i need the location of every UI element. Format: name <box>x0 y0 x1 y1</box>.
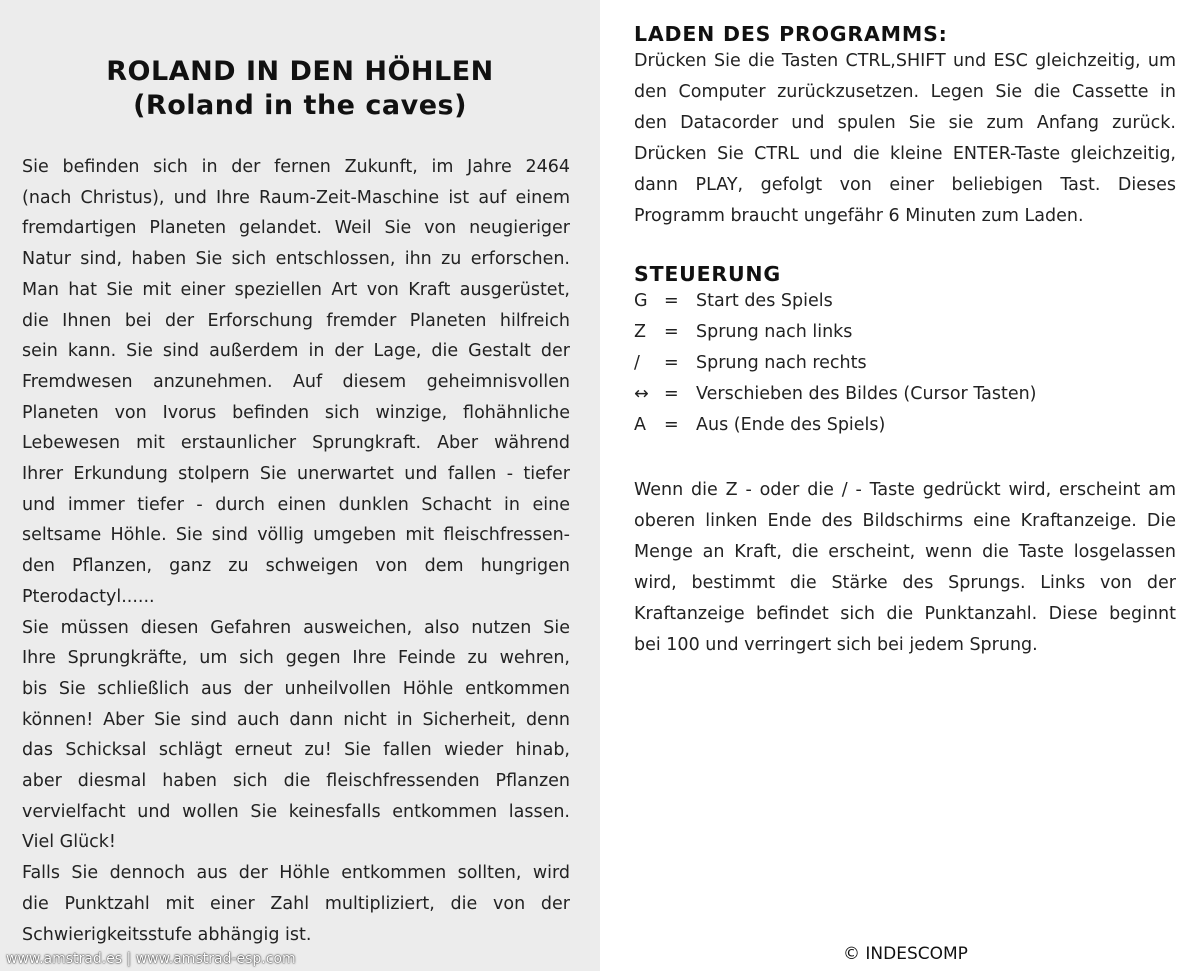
text-line: Programm braucht ungefähr 6 Minuten zum Laden. <box>634 206 1084 226</box>
control-item <box>634 286 1176 317</box>
control-item <box>634 348 1176 379</box>
power-meter-text <box>634 475 1176 661</box>
text-line: Drücken Sie die Tasten CTRL,SHIFT und ESC gleichzeitig, um <box>634 51 1176 71</box>
text-line: das Schicksal schlägt erneut zu! Sie fallen wieder hinab, <box>22 740 570 761</box>
text-line: Pterodactyl...... <box>22 586 155 607</box>
control-action: Start des Spiels <box>696 291 833 311</box>
text-line: fremdartigen Planeten gelandet. Weil Sie von neugieriger <box>22 218 570 239</box>
control-eq: = <box>664 384 679 404</box>
text-line: Schwierigkeitsstufe abhängig ist. <box>22 924 312 945</box>
controls-list <box>634 286 1176 441</box>
control-key: A <box>634 415 646 435</box>
text-line: Ihrer Erkundung stolpern Sie unerwartet und fallen - tiefer <box>22 464 570 485</box>
control-eq: = <box>664 291 679 311</box>
text-line: oberen linken Ende des Bildschirms eine Kraftanzeige. Die <box>634 511 1176 531</box>
text-line: Sie befinden sich in der fernen Zukunft, im Jahre 2464 <box>22 157 570 177</box>
text-line: den Datacorder und spulen Sie sie zum Anfang zurück. <box>634 113 1176 133</box>
page-title: ROLAND IN DEN HÖHLEN <box>106 56 494 87</box>
loading-heading: LADEN DES PROGRAMMS: <box>634 22 948 46</box>
footer-url: www.amstrad.es | www.amstrad-esp.com <box>6 951 296 967</box>
text-line: dann PLAY, gefolgt von einer beliebigen Tast. Dieses <box>634 175 1176 195</box>
control-action: Verschieben des Bildes (Cursor Tasten) <box>696 384 1037 404</box>
control-item <box>634 317 1176 348</box>
control-action: Sprung nach rechts <box>696 353 867 373</box>
text-line: Falls Sie dennoch aus der Höhle entkommen sollten, wird <box>22 863 570 884</box>
control-action: Aus (Ende des Spiels) <box>696 415 886 435</box>
text-line: Wenn die Z - oder die / - Taste gedrückt wird, erscheint am <box>634 480 1176 500</box>
text-line: den Pflanzen, ganz zu schweigen von dem hungrigen <box>22 556 570 577</box>
right-page <box>634 22 1176 661</box>
text-line: bis Sie schließlich aus der unheilvollen Höhle entkommen <box>22 678 570 699</box>
control-eq: = <box>664 322 679 342</box>
page-subtitle: (Roland in the caves) <box>133 90 467 121</box>
text-line: Menge an Kraft, die erscheint, wenn die Taste losgelassen <box>634 542 1176 562</box>
text-line: vervielfacht und wollen Sie keinesfalls entkommen lassen. <box>22 801 570 822</box>
loading-instructions <box>634 46 1176 232</box>
text-line: Man hat Sie mit einer speziellen Art von Kraft ausgerüstet, <box>22 279 570 300</box>
text-line: Viel Glück! <box>22 832 116 853</box>
control-item <box>634 379 1176 410</box>
control-key: / <box>634 353 640 373</box>
text-line: Drücken Sie CTRL und die kleine ENTER-Taste gleichzeitig, <box>634 144 1176 164</box>
text-line: und immer tiefer - durch einen dunklen Schacht in eine <box>22 494 570 515</box>
text-line: sein kann. Sie sind außerdem in der Lage, die Gestalt der <box>22 341 570 362</box>
control-key: ↔ <box>634 384 649 404</box>
text-line: (nach Christus), und Ihre Raum-Zeit-Maschine ist auf einem <box>22 187 570 208</box>
text-line: den Computer zurückzusetzen. Legen Sie die Cassette in <box>634 82 1176 102</box>
text-line: die Punktzahl mit einer Zahl multipliziert, die von der <box>22 893 570 914</box>
control-key: Z <box>634 322 646 342</box>
controls-heading: STEUERUNG <box>634 262 782 286</box>
text-line: seltsame Höhle. Sie sind völlig umgeben mit fleischfressen- <box>22 525 570 546</box>
text-line: bei 100 und verringert sich bei jedem Sprung. <box>634 635 1038 655</box>
text-line: Kraftanzeige befindet sich die Punktanzahl. Diese beginnt <box>634 604 1176 624</box>
text-line: aber diesmal haben sich die fleischfressenden Pflanzen <box>22 771 570 792</box>
control-action: Sprung nach links <box>696 322 853 342</box>
story-text <box>22 152 570 950</box>
copyright: © INDESCOMP <box>843 944 968 964</box>
text-line: Natur sind, haben Sie sich entschlossen, ihn zu erforschen. <box>22 249 570 270</box>
text-line: Planeten von Ivorus befinden sich winzige, flohähnliche <box>22 402 570 423</box>
text-line: Fremdwesen anzunehmen. Auf diesem geheimnisvollen <box>22 371 570 392</box>
control-eq: = <box>664 353 679 373</box>
control-key: G <box>634 291 648 311</box>
left-page <box>0 0 600 971</box>
control-item <box>634 410 1176 441</box>
text-line: Sie müssen diesen Gefahren ausweichen, also nutzen Sie <box>22 617 570 638</box>
text-line: die Ihnen bei der Erforschung fremder Planeten hilfreich <box>22 310 570 331</box>
text-line: können! Aber Sie sind auch dann nicht in Sicherheit, denn <box>22 709 570 730</box>
text-line: Ihre Sprungkräfte, um sich gegen Ihre Feinde zu wehren, <box>22 648 570 669</box>
text-line: wird, bestimmt die Stärke des Sprungs. Links von der <box>634 573 1176 593</box>
text-line: Lebewesen mit erstaunlicher Sprungkraft. Aber während <box>22 433 570 454</box>
control-eq: = <box>664 415 679 435</box>
